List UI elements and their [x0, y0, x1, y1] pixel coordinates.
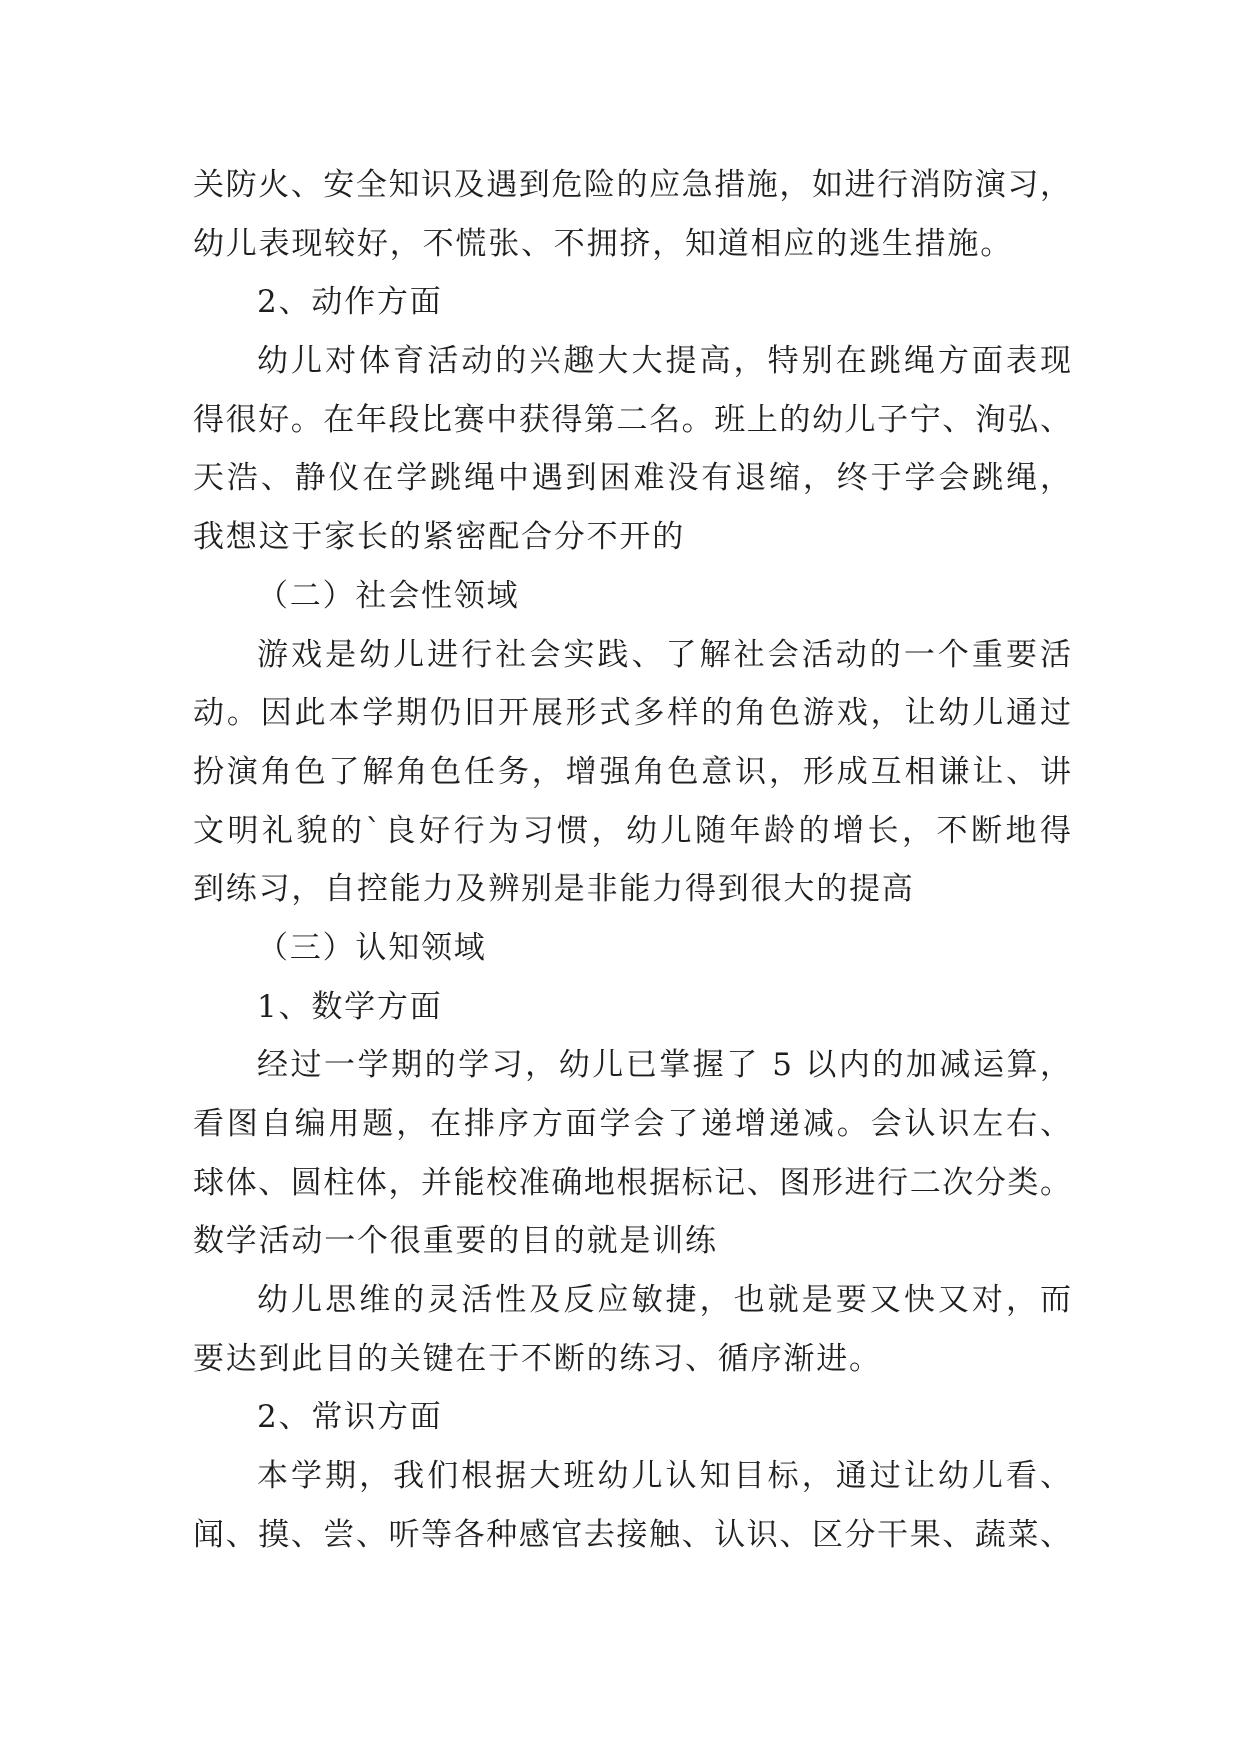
- text-line: 幼儿对体育活动的兴趣大大提高，特别在跳绳方面表现: [257, 343, 1072, 380]
- text-line: 天浩、静仪在学跳绳中遇到困难没有退缩，终于学会跳绳，: [193, 460, 1072, 497]
- text-line: 关防火、安全知识及遇到危险的应急措施，如进行消防演习，: [193, 167, 1072, 203]
- text-line: 扮演角色了解角色任务，增强角色意识，形成互相谦让、讲: [193, 753, 1072, 790]
- text-line: 数学活动一个很重要的目的就是训练: [193, 1223, 718, 1260]
- text-line: 经过一学期的学习，幼儿已掌握了 5 以内的加减运算，: [257, 1047, 1072, 1084]
- text-line: 我想这于家长的紧密配合分不开的: [193, 519, 685, 556]
- text-line: 看图自编用题，在排序方面学会了递增递减。会认识左右、: [193, 1106, 1072, 1142]
- text-line: 闻、摸、尝、听等各种感官去接触、认识、区分干果、蔬菜、: [193, 1516, 1072, 1553]
- text-line: 球体、圆柱体，并能校准确地根据标记、图形进行二次分类。: [193, 1164, 1072, 1201]
- text-line: 幼儿表现较好，不慌张、不拥挤，知道相应的逃生措施。: [193, 225, 1013, 262]
- text-line: 文明礼貌的`良好行为习惯，幼儿随年龄的增长，不断地得: [193, 812, 1072, 849]
- subsection-heading: 2、动作方面: [257, 284, 443, 321]
- text-line: 本学期，我们根据大班幼儿认知目标，通过让幼儿看、: [257, 1458, 1072, 1495]
- text-line: 游戏是幼儿进行社会实践、了解社会活动的一个重要活: [257, 636, 1072, 673]
- subsection-heading: 2、常识方面: [257, 1399, 443, 1436]
- body-text: [193, 156, 1072, 1565]
- section-heading: （三）认知领域: [257, 929, 487, 966]
- section-heading: （二）社会性领域: [257, 577, 520, 614]
- text-line: 要达到此目的关键在于不断的练习、循序渐进。: [193, 1340, 882, 1377]
- text-line: 幼儿思维的灵活性及反应敏捷，也就是要又快又对，而: [257, 1282, 1072, 1319]
- text-line: 得很好。在年段比赛中获得第二名。班上的幼儿子宁、洵弘、: [193, 401, 1072, 438]
- subsection-heading: 1、数学方面: [257, 988, 443, 1025]
- text-line: 动。因此本学期仍旧开展形式多样的角色游戏，让幼儿通过: [193, 695, 1072, 732]
- text-line: 到练习，自控能力及辨别是非能力得到很大的提高: [193, 871, 915, 908]
